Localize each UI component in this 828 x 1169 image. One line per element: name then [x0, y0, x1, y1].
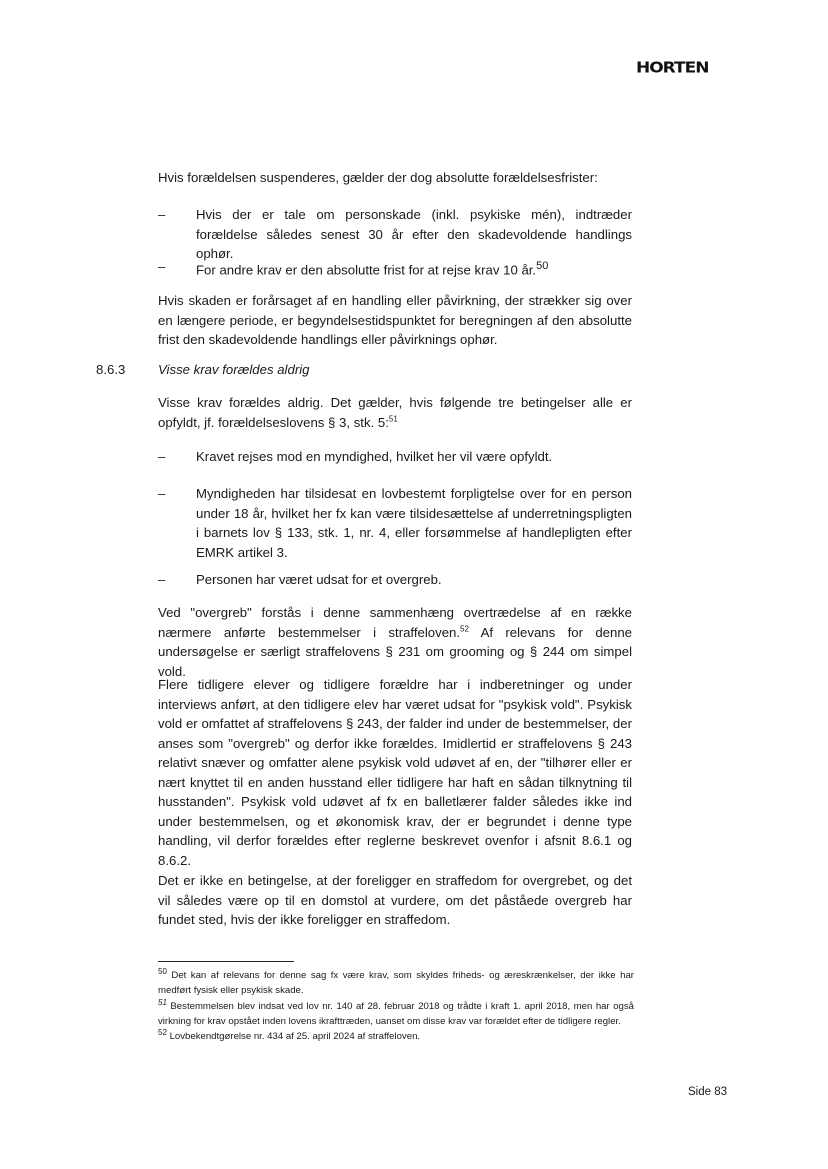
- paragraph-conditions: [158, 393, 632, 432]
- paragraph-text: Af relevans for denne undersøgelse er særligt straffelovens § 231 om grooming og § 244 om simpel vold.: [158, 624, 632, 679]
- list-item-text: Hvis der er tale om personskade (inkl. psykiske mén), indtræder forældelse således senest 30 år efter den skadevoldende handlings ophør.: [196, 207, 632, 261]
- footnote-text: Bestemmelsen blev indsat ved lov nr. 140 af 28. februar 2018 og trådte i kraft 1. april 2018, men har også virkning for krav opstået inden lovens ikrafttræden, uanset om disse krav var forældet efter de tidligere regler.: [158, 1001, 634, 1027]
- bullet-dash: –: [158, 207, 166, 222]
- bullet-dash: –: [158, 572, 166, 587]
- page-number: Side 83: [688, 1086, 728, 1098]
- list-item-text-main: For andre krav er den absolutte frist for at rejse krav 10 år.: [196, 262, 537, 278]
- paragraph-conditions-text: Visse krav forældes aldrig. Det gælder, hvis følgende tre betingelser alle er opfyldt, jf. forældelseslovens § 3, stk. 5:: [158, 395, 632, 430]
- footnote-ref-50: 50: [536, 260, 549, 272]
- paragraph-absolute-deadline: Hvis skaden er forårsaget af en handling eller påvirkning, der strækker sig over en længere periode, er begyndelsestidspunktet for beregningen af den absolutte frist den skadevoldende handlings eller påvirknings ophør.: [158, 293, 632, 347]
- footnote-text: Lovbekendtgørelse nr. 434 af 25. april 2024 af straffeloven.: [169, 1031, 421, 1042]
- footnote-52: [158, 1027, 634, 1045]
- paragraph-intro: Hvis forældelsen suspenderes, gælder der dog absolutte forældelsesfrister:: [158, 170, 598, 185]
- horten-logo: HORTEN: [636, 59, 709, 77]
- paragraph-overgreb-definition: [158, 603, 632, 681]
- footnote-51: [158, 997, 634, 1029]
- bullet-dash: –: [158, 486, 166, 501]
- section-number: 8.6.3: [96, 362, 126, 377]
- list-item-text: [196, 257, 632, 280]
- footnote-ref-52: 52: [460, 624, 469, 634]
- footnote-text: Det kan af relevans for denne sag fx være krav, som skyldes friheds- og æreskrænkelser, der ikke har medført fysisk eller psykisk skade.: [158, 970, 634, 996]
- list-item-text: Kravet rejses mod en myndighed, hvilket her vil være opfyldt.: [196, 449, 553, 464]
- footnote-number: 52: [158, 1027, 167, 1037]
- bullet-dash: –: [158, 449, 166, 464]
- paragraph-psychological-violence: Flere tidligere elever og tidligere forældre har i indberetninger og under interviews anført, at den tidligere elev har været udsat for "psykisk vold". Psykisk vold er omfattet af straffelovens § 243, der falder ind under de bestemmelser, der anses som "overgreb" og derfor ikke forældes. Imidlertid er straffelovens § 243 relativt snæver og omfatter alene psykisk vold udøvet af en, der "tilhører eller er nært knyttet til en anden husstand eller tidligere har haft en sådan tilknytning til husstanden". Psykisk vold udøvet af fx en balletlærer falder således ikke ind under bestemmelsen, og et økonomisk krav, der er begrundet i denne type handling, vil derfor forældes efter reglerne beskrevet ovenfor i afsnit 8.6.1 og 8.6.2.: [158, 677, 632, 868]
- footnote-divider: [158, 961, 294, 962]
- footnote-50: [158, 966, 634, 998]
- list-item-text: Personen har været udsat for et overgreb.: [196, 572, 442, 587]
- footnote-ref-51: 51: [388, 414, 398, 424]
- paragraph-criminal-conviction: Det er ikke en betingelse, at der foreligger en straffedom for overgrebet, og det vil således være op til en domstol at vurdere, om det påståede overgreb har fundet sted, hvis der ikke foreligger en straffedom.: [158, 873, 632, 927]
- bullet-dash: –: [158, 259, 166, 274]
- footnote-number: 51: [158, 997, 167, 1007]
- list-item-text: Myndigheden har tilsidesat en lovbestemt forpligtelse over for en person under 18 år, hvilket her fx kan være tilsidesættelse af underretningspligten i barnets lov § 133, stk. 1, nr. 4, eller forsømmelse af handlepligten efter EMRK artikel 3.: [196, 486, 632, 560]
- footnote-number: 50: [158, 966, 167, 976]
- paragraph-text: Ved "overgreb" forstås i denne sammenhæng overtrædelse af en række nærmere anførte bestemmelser i straffeloven.: [158, 605, 632, 640]
- section-title: Visse krav forældes aldrig: [158, 362, 310, 377]
